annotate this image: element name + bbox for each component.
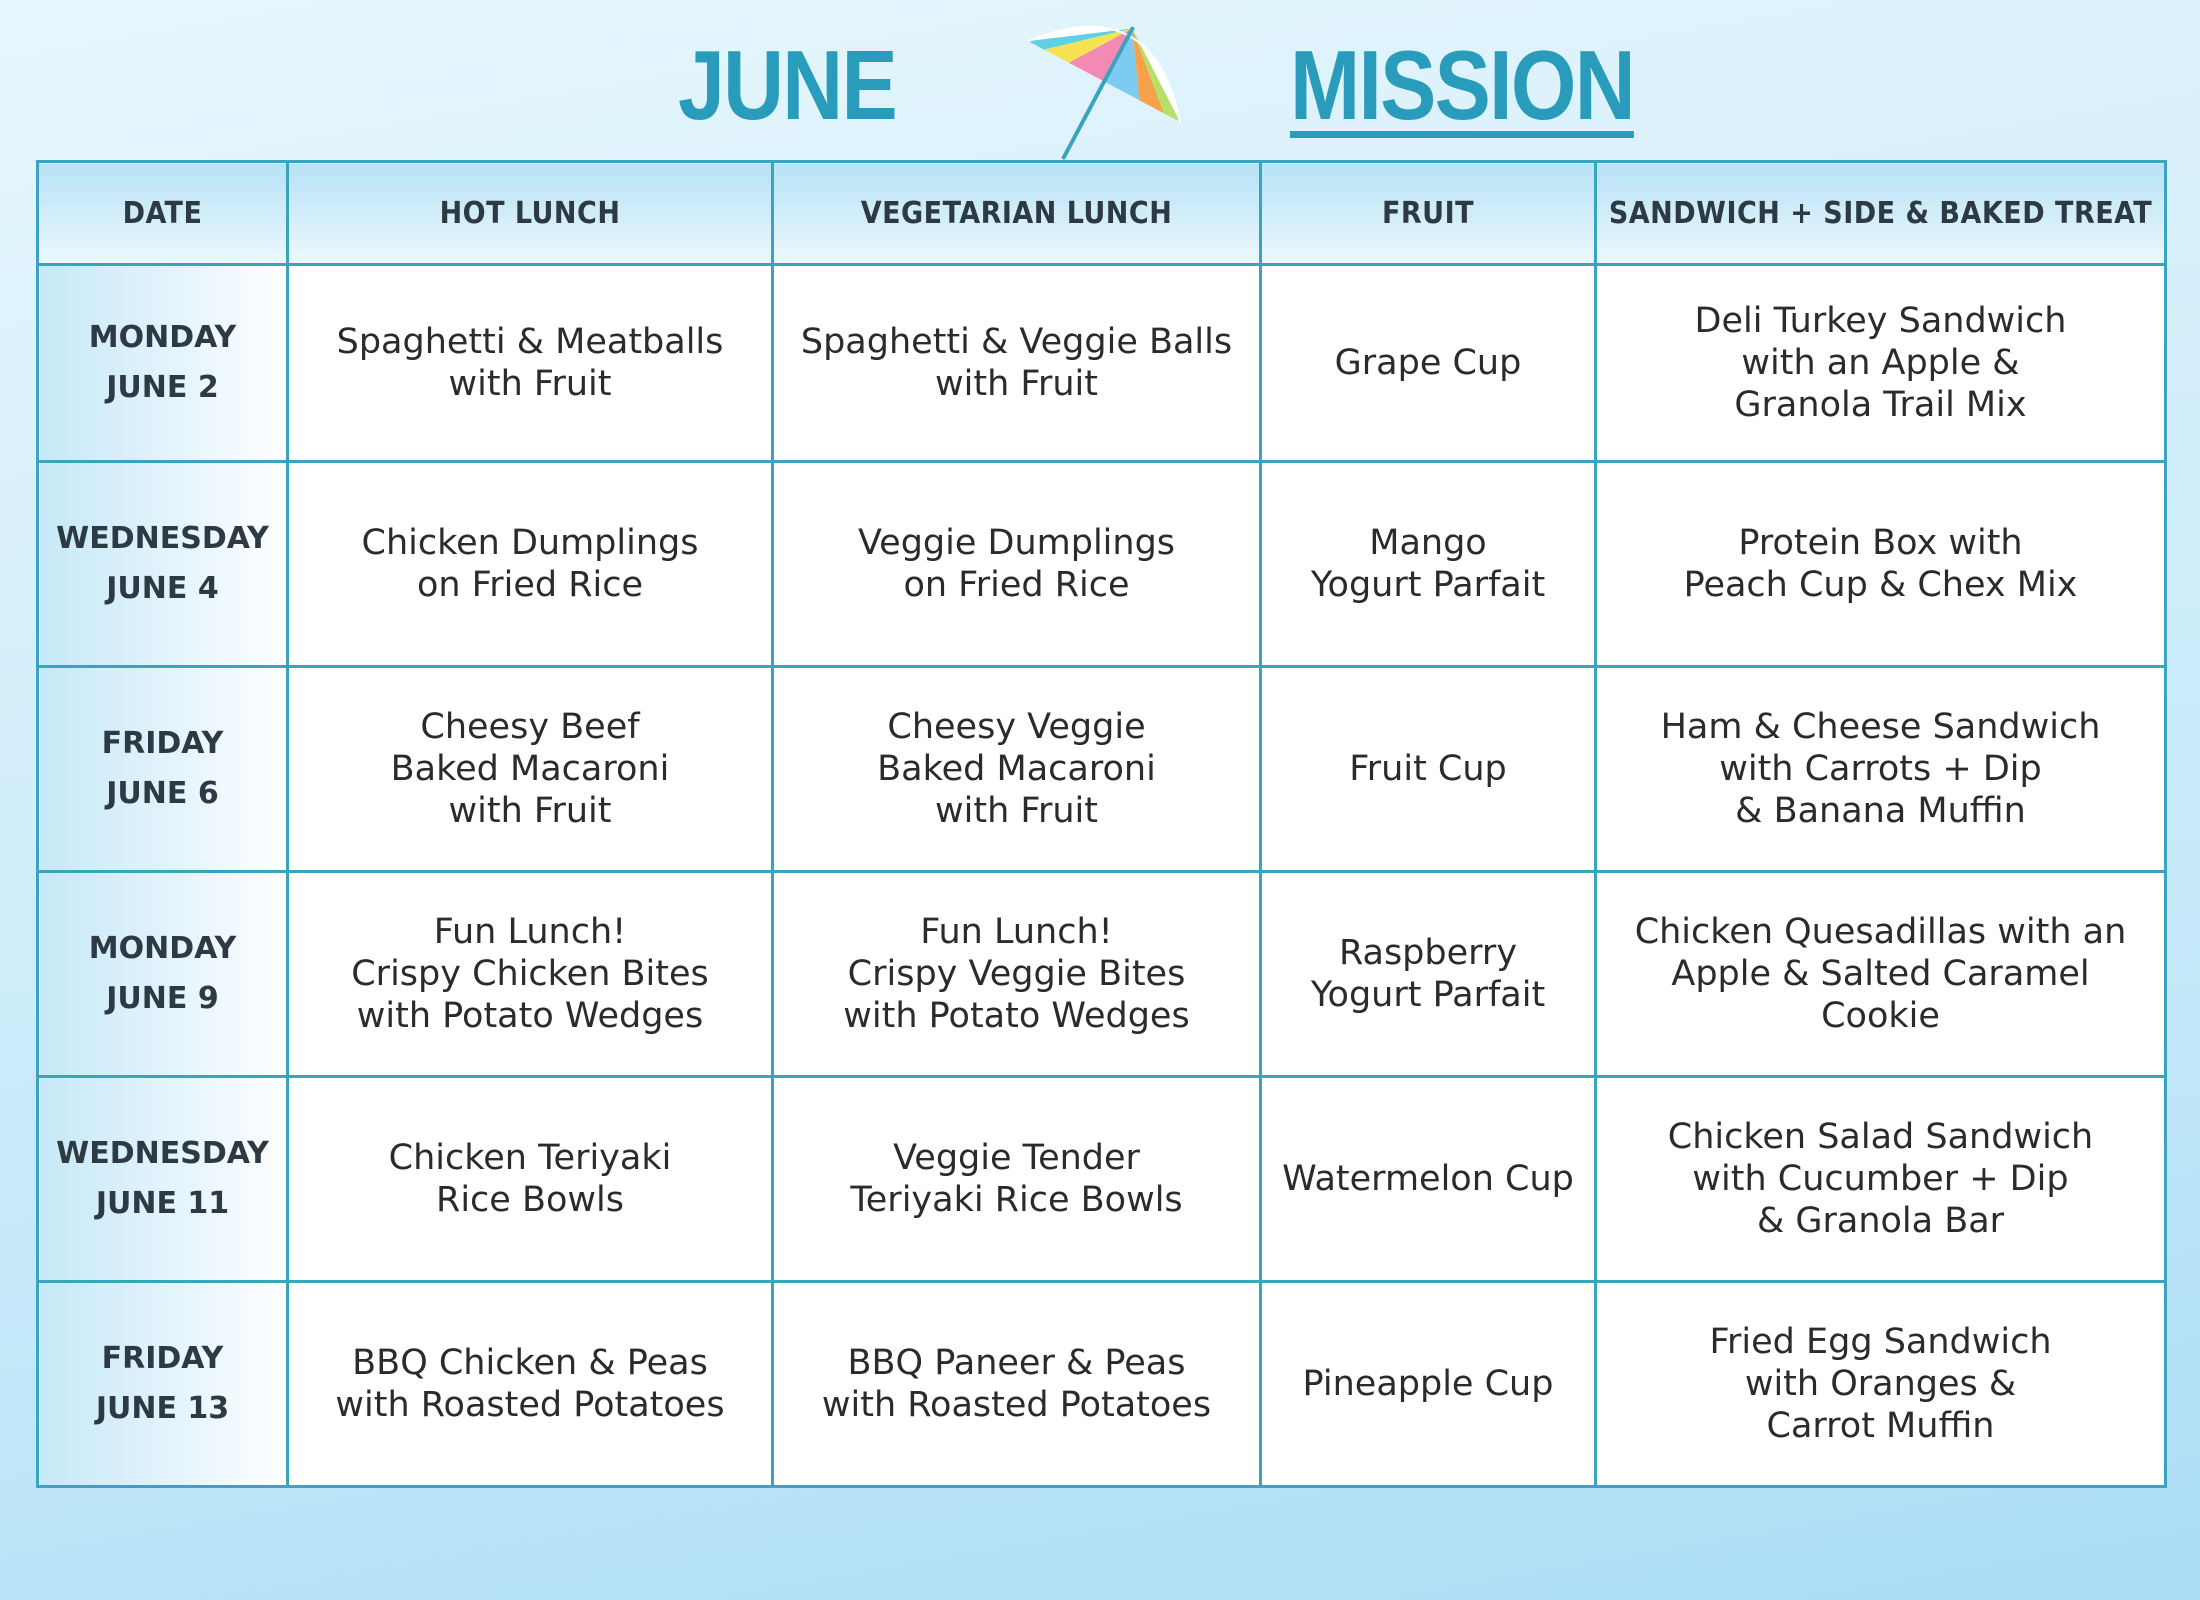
menu-line: Spaghetti & Veggie Balls [800, 322, 1233, 362]
day-name: WEDNESDAY [56, 1136, 269, 1171]
lunch-menu-table [36, 160, 2167, 1488]
title-mission: MISSION [1290, 30, 1634, 140]
sandwich-cell [1596, 667, 2166, 872]
menu-line: Watermelon Cup [1282, 1159, 1574, 1199]
hot-lunch-cell [288, 462, 773, 667]
column-header-hot-lunch: HOT LUNCH [288, 162, 773, 265]
menu-line: Ham & Cheese Sandwich [1660, 707, 2101, 747]
menu-line: Chicken Dumplings [361, 523, 699, 563]
menu-line: Peach Cup & Chex Mix [1683, 565, 2078, 605]
menu-line: with Fruit [935, 791, 1098, 831]
date-cell [38, 1077, 288, 1282]
date-cell [38, 265, 288, 462]
fruit-cell [1261, 872, 1596, 1077]
menu-line: Granola Trail Mix [1734, 385, 2027, 425]
table-header-row [38, 162, 2166, 265]
menu-line: Baked Macaroni [877, 749, 1156, 789]
menu-line: with Potato Wedges [356, 996, 704, 1036]
menu-line: with Oranges & [1744, 1364, 2017, 1404]
menu-line: with an Apple & [1741, 343, 2020, 383]
menu-line: with Fruit [935, 364, 1098, 404]
menu-line: with Potato Wedges [843, 996, 1190, 1036]
day-date: JUNE 6 [106, 776, 219, 811]
menu-line: with Roasted Potatoes [335, 1385, 725, 1425]
menu-line: Fried Egg Sandwich [1709, 1322, 2052, 1362]
column-header-vegetarian-lunch: VEGETARIAN LUNCH [773, 162, 1261, 265]
table-row [38, 1282, 2166, 1487]
menu-line: Fun Lunch! [433, 912, 627, 952]
menu-line: BBQ Paneer & Peas [847, 1343, 1186, 1383]
menu-line: Fun Lunch! [920, 912, 1113, 952]
menu-line: Chicken Quesadillas with an [1634, 912, 2127, 952]
day-name: FRIDAY [101, 1341, 224, 1376]
hot-lunch-cell [288, 1077, 773, 1282]
menu-line: & Granola Bar [1756, 1201, 2005, 1241]
title-june: JUNE [678, 30, 896, 140]
fruit-cell [1261, 667, 1596, 872]
table-row [38, 265, 2166, 462]
day-date: JUNE 4 [106, 571, 219, 606]
hot-lunch-cell [288, 1282, 773, 1487]
menu-line: on Fried Rice [416, 565, 644, 605]
hot-lunch-cell [288, 667, 773, 872]
fruit-cell [1261, 462, 1596, 667]
table-row [38, 872, 2166, 1077]
table-row [38, 462, 2166, 667]
day-date: JUNE 9 [106, 981, 219, 1016]
menu-line: Veggie Dumplings [857, 523, 1176, 563]
menu-line: with Carrots + Dip [1719, 749, 2042, 789]
menu-line: with Fruit [448, 791, 612, 831]
sandwich-cell [1596, 265, 2166, 462]
menu-line: with Roasted Potatoes [821, 1385, 1212, 1425]
vegetarian-lunch-cell [773, 1282, 1261, 1487]
menu-line: Grape Cup [1334, 343, 1522, 383]
menu-line: Yogurt Parfait [1310, 565, 1546, 605]
vegetarian-lunch-cell [773, 667, 1261, 872]
table-row [38, 667, 2166, 872]
menu-line: BBQ Chicken & Peas [352, 1343, 708, 1383]
day-date: JUNE 11 [95, 1186, 230, 1221]
menu-line: Mango [1369, 523, 1487, 563]
fruit-cell [1261, 1282, 1596, 1487]
menu-line: Crispy Veggie Bites [847, 954, 1186, 994]
column-header-fruit: FRUIT [1261, 162, 1596, 265]
menu-line: Yogurt Parfait [1310, 975, 1546, 1015]
menu-line: Cheesy Veggie [887, 707, 1146, 747]
vegetarian-lunch-cell [773, 462, 1261, 667]
sandwich-cell [1596, 1077, 2166, 1282]
menu-line: Carrot Muffin [1766, 1406, 1995, 1446]
menu-line: Spaghetti & Meatballs [336, 322, 724, 362]
menu-line: Rice Bowls [436, 1180, 624, 1220]
day-date: JUNE 2 [106, 370, 219, 405]
sandwich-cell [1596, 1282, 2166, 1487]
date-cell [38, 1282, 288, 1487]
menu-line: Teriyaki Rice Bowls [850, 1180, 1183, 1220]
menu-line: Chicken Salad Sandwich [1667, 1117, 2094, 1157]
menu-line: with Fruit [448, 364, 612, 404]
menu-line: Fruit Cup [1349, 749, 1507, 789]
hot-lunch-cell [288, 265, 773, 462]
table-row [38, 1077, 2166, 1282]
menu-line: Crispy Chicken Bites [351, 954, 709, 994]
day-name: MONDAY [88, 931, 237, 966]
vegetarian-lunch-cell [773, 1077, 1261, 1282]
menu-line: & Banana Muffin [1735, 791, 2026, 831]
menu-line: Baked Macaroni [390, 749, 670, 789]
menu-line: Apple & Salted Caramel [1671, 954, 2090, 994]
menu-line: Cheesy Beef [420, 707, 640, 747]
hot-lunch-cell [288, 872, 773, 1077]
menu-line: Veggie Tender [893, 1138, 1140, 1178]
menu-line: Raspberry [1338, 933, 1518, 973]
day-name: MONDAY [88, 320, 237, 355]
date-cell [38, 462, 288, 667]
menu-line: Cookie [1821, 996, 1940, 1036]
vegetarian-lunch-cell [773, 265, 1261, 462]
date-cell [38, 872, 288, 1077]
fruit-cell [1261, 265, 1596, 462]
menu-line: on Fried Rice [903, 565, 1130, 605]
column-header-sandwich: SANDWICH + SIDE & BAKED TREAT [1596, 162, 2166, 265]
day-name: WEDNESDAY [56, 521, 269, 556]
menu-line: Protein Box with [1738, 523, 2023, 563]
date-cell [38, 667, 288, 872]
column-header-date: DATE [38, 162, 288, 265]
beach-umbrella-icon [1010, 18, 1210, 163]
menu-line: Deli Turkey Sandwich [1694, 301, 2067, 341]
fruit-cell [1261, 1077, 1596, 1282]
day-date: JUNE 13 [95, 1391, 230, 1426]
sandwich-cell [1596, 462, 2166, 667]
sandwich-cell [1596, 872, 2166, 1077]
menu-line: Pineapple Cup [1302, 1364, 1554, 1404]
day-name: FRIDAY [101, 726, 224, 761]
menu-line: with Cucumber + Dip [1692, 1159, 2069, 1199]
vegetarian-lunch-cell [773, 872, 1261, 1077]
menu-line: Chicken Teriyaki [388, 1138, 672, 1178]
